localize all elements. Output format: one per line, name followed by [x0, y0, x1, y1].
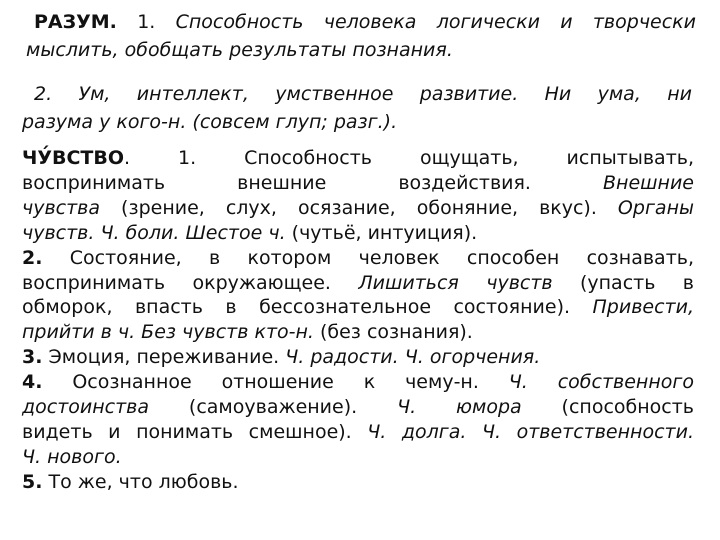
plain-text: (чутьё, интуиция). [285, 221, 478, 244]
italic-text: Привести, [592, 296, 694, 319]
plain-text: Осознанное отношение к чему-н. [42, 371, 509, 394]
italic-text: чувств. Ч. боли. Шестое ч. [22, 221, 286, 244]
chuvstvo-line [22, 246, 694, 271]
italic-text: Ч. радости. Ч. огорчения. [285, 346, 541, 369]
plain-text: . 1. Способность ощущать, испытывать, [124, 147, 694, 169]
chuvstvo-line [22, 345, 694, 370]
definition-text: разума у кого-н. (совсем глуп; разг.). [22, 111, 398, 133]
definition-text: мыслить, обобщать результаты познания. [26, 39, 453, 61]
entry-razum [26, 8, 696, 64]
plain-text: воспринимать внешние воздействия. [22, 171, 603, 194]
plain-text: Состояние, в котором человек способен сознавать, [42, 246, 694, 269]
chuvstvo-line [22, 295, 694, 320]
chuvstvo-line [22, 395, 694, 420]
chuvstvo-line [22, 146, 694, 171]
plain-text: (способность [521, 396, 695, 419]
chuvstvo-line [22, 271, 694, 296]
italic-text: прийти в ч. Без чувств кто-н. [22, 321, 314, 344]
plain-text: обморок, впасть в бессознательное состояние). [22, 296, 593, 319]
definition-text: 2. Ум, интеллект, умственное развитие. Ни ума, ни [34, 83, 692, 105]
razum-sense-1-line-2 [26, 36, 696, 64]
italic-text: Ч. долга. Ч. ответственности. [367, 420, 694, 443]
plain-text: (упасть в [552, 271, 694, 294]
italic-text: достоинства [22, 396, 150, 419]
chuvstvo-line [22, 370, 694, 395]
bold-text: ЧУ́ВСТВО [22, 147, 125, 169]
italic-text: Внешние [603, 171, 694, 194]
chuvstvo-line [22, 445, 694, 470]
italic-text: чувства [22, 196, 101, 219]
bold-text: 4. [22, 371, 43, 394]
bold-text: 5. [22, 470, 43, 493]
plain-text: (зрение, слух, осязание, обоняние, вкус). [100, 196, 618, 219]
razum-sense-2-line-2 [22, 108, 692, 136]
plain-text: воспринимать окружающее. [22, 271, 359, 294]
plain-text: (без сознания). [313, 321, 473, 344]
italic-text: Ч. юмора [397, 396, 522, 419]
definition-text: Способность человека логически и творчески [175, 11, 697, 33]
entry-razum-sense-2 [22, 80, 692, 136]
chuvstvo-line [22, 171, 694, 196]
italic-text: Ч. нового. [22, 445, 122, 468]
chuvstvo-line [22, 420, 694, 445]
chuvstvo-line [22, 470, 694, 495]
italic-text: Ч. собственного [508, 371, 694, 394]
italic-text: Лишиться чувств [358, 271, 553, 294]
bold-text: 3. [22, 346, 43, 369]
razum-sense-2-line-1 [22, 80, 692, 108]
sense-number: 1. [137, 11, 156, 33]
entry-chuvstvo [22, 146, 694, 495]
chuvstvo-line [22, 320, 694, 345]
plain-text: видеть и понимать смешное). [22, 420, 368, 443]
bold-text: 2. [22, 246, 43, 269]
plain-text: (самоуважение). [149, 396, 398, 419]
italic-text: Органы [617, 196, 694, 219]
chuvstvo-line [22, 196, 694, 221]
chuvstvo-line [22, 221, 694, 246]
plain-text: Эмоция, переживание. [42, 346, 286, 369]
headword-razum: РАЗУМ. [34, 11, 117, 33]
plain-text: То же, что любовь. [42, 470, 239, 493]
razum-sense-1-line-1 [26, 8, 696, 36]
